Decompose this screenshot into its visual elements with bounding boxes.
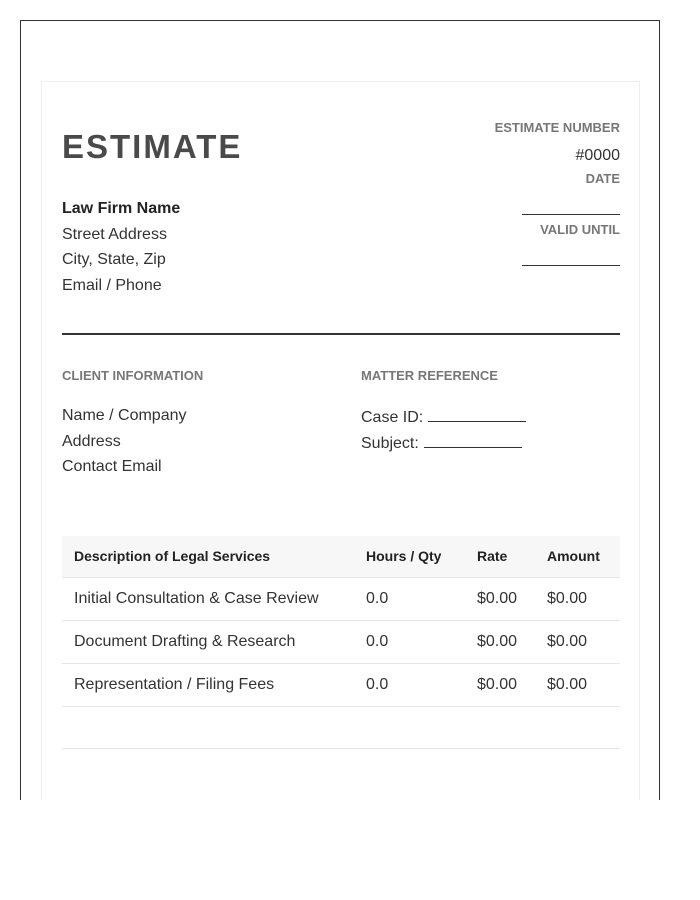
date-blank — [522, 214, 620, 215]
estimate-number-label: ESTIMATE NUMBER — [494, 120, 620, 135]
valid-until-blank — [522, 265, 620, 266]
firm-name: Law Firm Name — [62, 200, 181, 217]
header-hours-qty: Hours / Qty — [366, 548, 442, 564]
client-name: Name / Company — [62, 407, 187, 424]
header-rate: Rate — [477, 548, 508, 564]
client-section-label: CLIENT INFORMATION — [62, 368, 204, 383]
subject-field — [361, 433, 522, 453]
case-id-field — [361, 407, 526, 427]
date-label: DATE — [585, 171, 620, 186]
row-rate: $0.00 — [477, 590, 518, 607]
table-row — [62, 664, 620, 707]
row-rate: $0.00 — [477, 676, 518, 693]
row-amount: $0.00 — [547, 590, 588, 607]
header-description: Description of Legal Services — [74, 548, 271, 564]
row-qty: 0.0 — [366, 633, 389, 650]
row-description: Initial Consultation & Case Review — [74, 590, 319, 607]
client-email: Contact Email — [62, 458, 162, 475]
case-id-label: Case ID: — [361, 409, 424, 426]
valid-until-label: VALID UNTIL — [540, 222, 620, 237]
row-rate: $0.00 — [477, 633, 518, 650]
header-amount: Amount — [547, 548, 600, 564]
firm-street: Street Address — [62, 226, 167, 243]
services-table — [62, 536, 620, 707]
document-title: ESTIMATE — [62, 128, 243, 165]
firm-city: City, State, Zip — [62, 251, 166, 268]
row-amount: $0.00 — [547, 676, 588, 693]
row-amount: $0.00 — [547, 633, 588, 650]
client-address: Address — [62, 433, 121, 450]
matter-section-label: MATTER REFERENCE — [361, 368, 498, 383]
firm-contact: Email / Phone — [62, 277, 162, 294]
subject-label: Subject: — [361, 435, 419, 452]
subject-blank — [424, 433, 522, 448]
table-header-row — [62, 536, 620, 578]
row-description: Document Drafting & Research — [74, 633, 296, 650]
estimate-number-value: #0000 — [575, 147, 620, 164]
case-id-blank — [428, 407, 526, 422]
row-description: Representation / Filing Fees — [74, 676, 275, 693]
row-qty: 0.0 — [366, 676, 389, 693]
row-qty: 0.0 — [366, 590, 389, 607]
bottom-divider — [62, 748, 620, 749]
table-row — [62, 578, 620, 621]
table-row — [62, 621, 620, 664]
section-divider — [62, 333, 620, 335]
